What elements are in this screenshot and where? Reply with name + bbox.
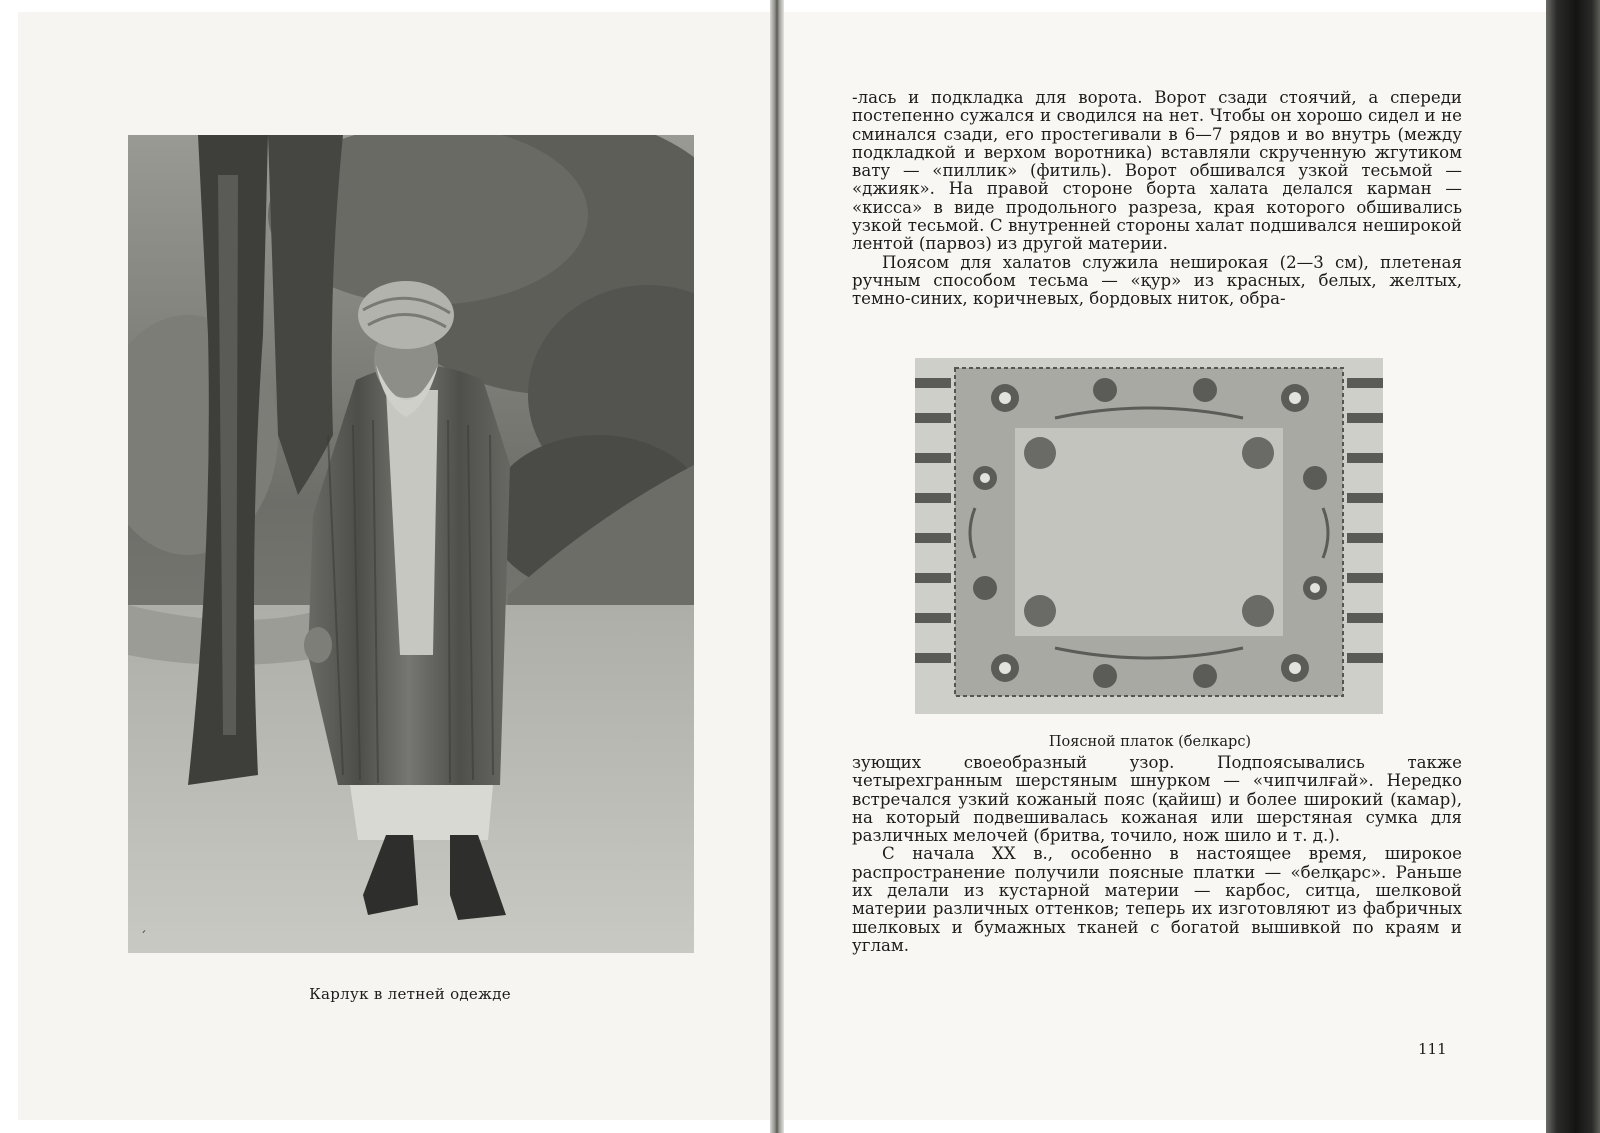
bottom-text-block: [852, 754, 1462, 955]
scarf-caption: Поясной платок (белкарс): [1048, 734, 1252, 750]
paragraph-collar: -лась и подкладка для ворота. Ворот сзади стоячий, а спереди постепенно сужался и сводился на нет. Чтобы он хорошо сидел и не сминался сзади, его простегивали в 6—7 рядов и во внутрь (между подкладкой и верхом воротника) вставляли скрученную жгутиком вату — «пиллик» (фитиль). Ворот обшивался узкой тесьмой — «джияк». На правой стороне борта халата делался карман — «кисса» в виде продольного разреза, края которого обшивались узкой тесьмой. С внутренней стороны халат подшивался неширокой лентой (парвоз) из другой материи.: [852, 88, 1462, 254]
scarf-photo: [915, 358, 1383, 714]
print-mark: ˊ: [140, 930, 147, 945]
paragraph-belt: Поясом для халатов служила неширокая (2—3 см), плетеная ручным способом тесьма — «қур» из красных, белых, желтых, темно-синих, коричневых, бордовых ниток, обра-: [852, 252, 1462, 309]
man-photo: [128, 135, 694, 953]
paragraph-cord: зующих своеобразный узор. Подпоясывались также четырехгранным шерстяным шнурком — «чипчилғай». Нередко встречался узкий кожаный пояс (қайиш) и более широкий (камар), на который подвешивалась кожаная или шерстяная сумка для различных мелочей (бритва, точило, нож шило и т. д.).: [852, 753, 1462, 846]
paragraph-scarves: С начала XX в., особенно в настоящее время, широкое распространение получили поясные платки — «белқарс». Раньше их делали из кустарной материи — карбос, ситца, шелковой материи различных оттенков; теперь их изготовляют из фабричных шелковых и бумажных тканей с богатой вышивкой по краям и углам.: [852, 844, 1462, 955]
page-number: 111: [1418, 1040, 1447, 1058]
book-gutter: [770, 0, 784, 1133]
cover-edge: [1546, 0, 1600, 1133]
photo-caption: Карлук в летней одежде: [309, 985, 511, 1003]
top-text-block: [852, 89, 1462, 309]
